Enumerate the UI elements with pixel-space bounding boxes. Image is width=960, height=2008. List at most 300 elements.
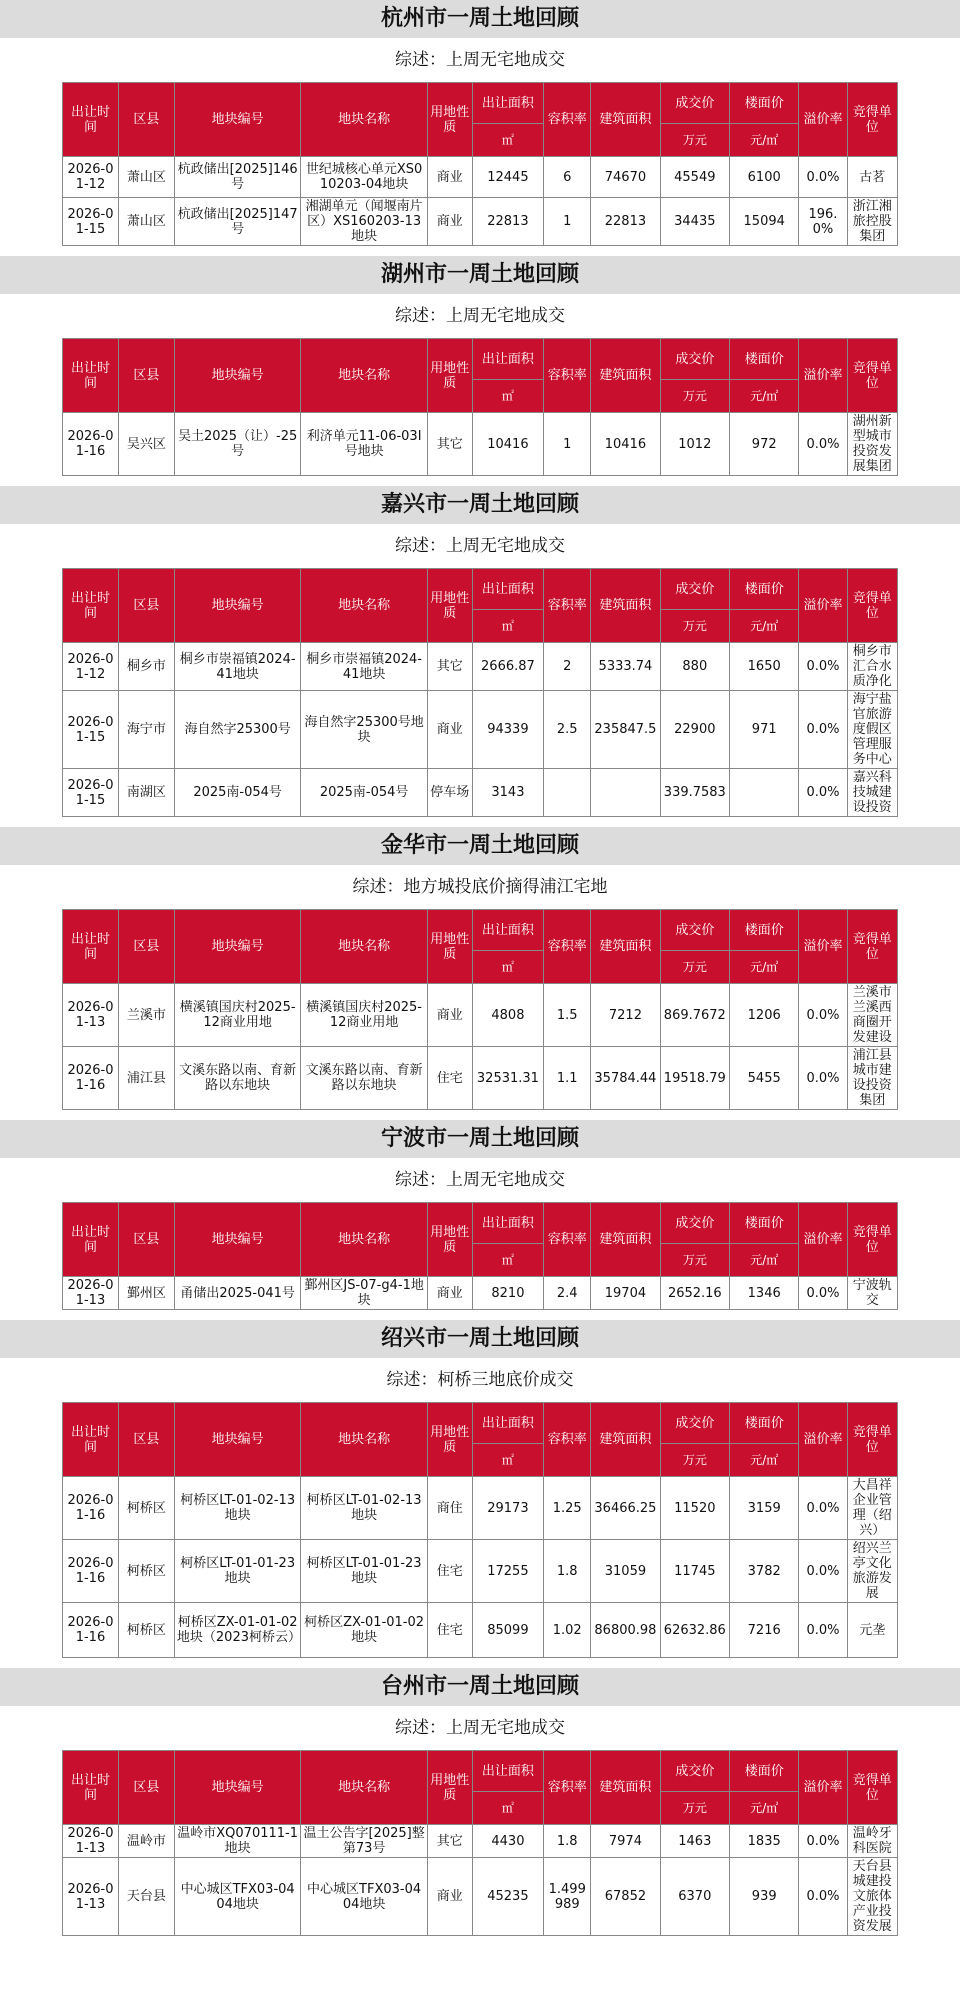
cell-area: 10416	[472, 413, 544, 476]
cell-plot-name: 桐乡市崇福镇2024-41地块	[301, 643, 427, 691]
table-wrapper	[0, 909, 960, 1110]
cell-date: 2026-01-13	[63, 984, 119, 1047]
city-title: 嘉兴市一周土地回顾	[0, 486, 960, 524]
cell-gfa: 22813	[591, 198, 660, 246]
cell-date: 2026-01-16	[63, 1603, 119, 1658]
cell-use: 停车场	[427, 769, 472, 817]
cell-plot-name: 柯桥区LT-01-01-23地块	[301, 1540, 427, 1603]
cell-plot-name: 2025南-054号	[301, 769, 427, 817]
cell-floor-price: 5455	[730, 1047, 799, 1110]
cell-far	[544, 769, 591, 817]
header-floor-price: 楼面价	[730, 569, 799, 610]
header-gfa: 建筑面积	[591, 1203, 660, 1277]
cell-date: 2026-01-12	[63, 157, 119, 198]
cell-price: 11520	[660, 1477, 729, 1540]
cell-plot-no: 温岭市XQ070111-1地块	[174, 1825, 300, 1858]
cell-plot-name: 湘湖单元（闻堰南片区）XS160203-13地块	[301, 198, 427, 246]
cell-far: 2.5	[544, 691, 591, 769]
cell-plot-no: 文溪东路以南、育新路以东地块	[174, 1047, 300, 1110]
header-use: 用地性质	[427, 339, 472, 413]
cell-premium: 196.0%	[799, 198, 847, 246]
table-row	[63, 1825, 898, 1858]
cell-far: 1.8	[544, 1825, 591, 1858]
cell-premium: 0.0%	[799, 691, 847, 769]
cell-plot-no: 柯桥区ZX-01-01-02地块（2023柯桥云）	[174, 1603, 300, 1658]
land-table	[62, 1402, 898, 1658]
header-winner: 竞得单位	[847, 1403, 897, 1477]
cell-winner: 嘉兴科技城建设投资	[847, 769, 897, 817]
header-premium: 溢价率	[799, 569, 847, 643]
cell-use: 商业	[427, 984, 472, 1047]
cell-gfa: 36466.25	[591, 1477, 660, 1540]
header-premium: 溢价率	[799, 1203, 847, 1277]
cell-far: 1.8	[544, 1540, 591, 1603]
header-far: 容积率	[544, 1203, 591, 1277]
header-premium: 溢价率	[799, 339, 847, 413]
cell-floor-price: 3782	[730, 1540, 799, 1603]
cell-district: 柯桥区	[118, 1477, 174, 1540]
cell-plot-name: 柯桥区LT-01-02-13地块	[301, 1477, 427, 1540]
header-district: 区县	[118, 1751, 174, 1825]
table-header-row	[63, 1751, 898, 1792]
unit-price: 万元	[660, 1244, 729, 1277]
header-plot-no: 地块编号	[174, 910, 300, 984]
cell-use: 商住	[427, 1477, 472, 1540]
cell-floor-price: 939	[730, 1858, 799, 1936]
cell-price: 34435	[660, 198, 729, 246]
header-date: 出让时间	[63, 910, 119, 984]
cell-area: 8210	[472, 1277, 544, 1310]
table-row	[63, 984, 898, 1047]
table-row	[63, 691, 898, 769]
header-winner: 竞得单位	[847, 569, 897, 643]
unit-area: ㎡	[472, 380, 544, 413]
cell-gfa: 10416	[591, 413, 660, 476]
header-date: 出让时间	[63, 339, 119, 413]
cell-premium: 0.0%	[799, 984, 847, 1047]
cell-price: 880	[660, 643, 729, 691]
table-row	[63, 643, 898, 691]
cell-use: 商业	[427, 1277, 472, 1310]
unit-area: ㎡	[472, 1792, 544, 1825]
cell-date: 2026-01-13	[63, 1825, 119, 1858]
header-floor-price: 楼面价	[730, 1203, 799, 1244]
city-title: 杭州市一周土地回顾	[0, 0, 960, 38]
header-area: 出让面积	[472, 910, 544, 951]
header-plot-name: 地块名称	[301, 1403, 427, 1477]
cell-far: 1.25	[544, 1477, 591, 1540]
header-plot-no: 地块编号	[174, 569, 300, 643]
cell-gfa: 7212	[591, 984, 660, 1047]
unit-area: ㎡	[472, 610, 544, 643]
table-wrapper	[0, 1750, 960, 1936]
cell-gfa: 86800.98	[591, 1603, 660, 1658]
header-gfa: 建筑面积	[591, 83, 660, 157]
cell-district: 萧山区	[118, 157, 174, 198]
header-gfa: 建筑面积	[591, 910, 660, 984]
header-date: 出让时间	[63, 1751, 119, 1825]
header-winner: 竞得单位	[847, 83, 897, 157]
cell-plot-no: 横溪镇国庆村2025-12商业用地	[174, 984, 300, 1047]
cell-price: 1012	[660, 413, 729, 476]
cell-premium: 0.0%	[799, 1277, 847, 1310]
cell-gfa: 31059	[591, 1540, 660, 1603]
header-far: 容积率	[544, 83, 591, 157]
cell-district: 天台县	[118, 1858, 174, 1936]
cell-use: 商业	[427, 691, 472, 769]
summary-text: 综述：上周无宅地成交	[395, 1170, 565, 1190]
cell-district: 海宁市	[118, 691, 174, 769]
cell-area: 12445	[472, 157, 544, 198]
table-row	[63, 413, 898, 476]
header-winner: 竞得单位	[847, 910, 897, 984]
cell-plot-no: 杭政储出[2025]147号	[174, 198, 300, 246]
header-far: 容积率	[544, 569, 591, 643]
city-title: 绍兴市一周土地回顾	[0, 1320, 960, 1358]
cell-use: 住宅	[427, 1603, 472, 1658]
unit-floor-price: 元/㎡	[730, 1444, 799, 1477]
cell-area: 45235	[472, 1858, 544, 1936]
land-table	[62, 1202, 898, 1310]
city-section	[0, 486, 960, 827]
cell-winner: 温岭牙科医院	[847, 1825, 897, 1858]
unit-price: 万元	[660, 124, 729, 157]
unit-floor-price: 元/㎡	[730, 951, 799, 984]
cell-premium: 0.0%	[799, 769, 847, 817]
table-header-row	[63, 1403, 898, 1444]
summary-text: 综述：上周无宅地成交	[395, 1718, 565, 1738]
cell-plot-name: 中心城区TFX03-0404地块	[301, 1858, 427, 1936]
table-row	[63, 1477, 898, 1540]
table-row	[63, 1858, 898, 1936]
cell-floor-price: 7216	[730, 1603, 799, 1658]
cell-district: 南湖区	[118, 769, 174, 817]
header-far: 容积率	[544, 1751, 591, 1825]
land-table	[62, 568, 898, 817]
cell-use: 商业	[427, 1858, 472, 1936]
header-winner: 竞得单位	[847, 1203, 897, 1277]
header-district: 区县	[118, 339, 174, 413]
cell-premium: 0.0%	[799, 1603, 847, 1658]
header-winner: 竞得单位	[847, 1751, 897, 1825]
cell-far: 2.4	[544, 1277, 591, 1310]
cell-gfa: 74670	[591, 157, 660, 198]
header-plot-name: 地块名称	[301, 339, 427, 413]
header-floor-price: 楼面价	[730, 83, 799, 124]
cell-price: 6370	[660, 1858, 729, 1936]
table-header-row	[63, 1203, 898, 1244]
header-price: 成交价	[660, 1203, 729, 1244]
header-gfa: 建筑面积	[591, 1751, 660, 1825]
header-use: 用地性质	[427, 1403, 472, 1477]
header-far: 容积率	[544, 910, 591, 984]
cell-floor-price: 3159	[730, 1477, 799, 1540]
header-plot-name: 地块名称	[301, 1203, 427, 1277]
city-section	[0, 1120, 960, 1320]
unit-floor-price: 元/㎡	[730, 380, 799, 413]
header-winner: 竞得单位	[847, 339, 897, 413]
header-price: 成交价	[660, 339, 729, 380]
table-wrapper	[0, 568, 960, 817]
unit-price: 万元	[660, 380, 729, 413]
header-plot-no: 地块编号	[174, 1203, 300, 1277]
header-district: 区县	[118, 83, 174, 157]
unit-area: ㎡	[472, 1444, 544, 1477]
header-premium: 溢价率	[799, 910, 847, 984]
cell-plot-no: 杭政储出[2025]146号	[174, 157, 300, 198]
cell-plot-name: 柯桥区ZX-01-01-02地块	[301, 1603, 427, 1658]
unit-floor-price: 元/㎡	[730, 610, 799, 643]
table-wrapper	[0, 1402, 960, 1658]
city-title: 湖州市一周土地回顾	[0, 256, 960, 294]
cell-far: 1	[544, 413, 591, 476]
cell-premium: 0.0%	[799, 413, 847, 476]
header-premium: 溢价率	[799, 1751, 847, 1825]
cell-plot-name: 文溪东路以南、育新路以东地块	[301, 1047, 427, 1110]
unit-price: 万元	[660, 951, 729, 984]
cell-date: 2026-01-16	[63, 1047, 119, 1110]
cell-plot-no: 2025南-054号	[174, 769, 300, 817]
cell-price: 22900	[660, 691, 729, 769]
header-floor-price: 楼面价	[730, 339, 799, 380]
header-plot-no: 地块编号	[174, 1751, 300, 1825]
table-header-row	[63, 83, 898, 124]
cell-area: 32531.31	[472, 1047, 544, 1110]
land-table	[62, 909, 898, 1110]
header-far: 容积率	[544, 1403, 591, 1477]
cell-date: 2026-01-16	[63, 413, 119, 476]
header-area: 出让面积	[472, 339, 544, 380]
cell-use: 其它	[427, 413, 472, 476]
cell-winner: 大昌祥企业管理（绍兴）	[847, 1477, 897, 1540]
cell-plot-no: 柯桥区LT-01-01-23地块	[174, 1540, 300, 1603]
cell-area: 3143	[472, 769, 544, 817]
cell-area: 2666.87	[472, 643, 544, 691]
land-table	[62, 338, 898, 476]
cell-premium: 0.0%	[799, 1858, 847, 1936]
cell-date: 2026-01-13	[63, 1858, 119, 1936]
cell-price: 11745	[660, 1540, 729, 1603]
city-section	[0, 1668, 960, 1946]
table-row	[63, 198, 898, 246]
cell-floor-price: 971	[730, 691, 799, 769]
header-date: 出让时间	[63, 1403, 119, 1477]
cell-winner: 兰溪市兰溪西商圈开发建设	[847, 984, 897, 1047]
header-area: 出让面积	[472, 1751, 544, 1792]
cell-date: 2026-01-15	[63, 691, 119, 769]
header-plot-no: 地块编号	[174, 339, 300, 413]
cell-floor-price: 1650	[730, 643, 799, 691]
cell-gfa: 67852	[591, 1858, 660, 1936]
cell-winner: 元垄	[847, 1603, 897, 1658]
cell-plot-no: 柯桥区LT-01-02-13地块	[174, 1477, 300, 1540]
cell-gfa: 35784.44	[591, 1047, 660, 1110]
header-use: 用地性质	[427, 1203, 472, 1277]
table-row	[63, 1277, 898, 1310]
unit-price: 万元	[660, 1792, 729, 1825]
cell-far: 1	[544, 198, 591, 246]
header-price: 成交价	[660, 569, 729, 610]
header-price: 成交价	[660, 1403, 729, 1444]
cell-winner: 天台县城建投文旅体产业投资发展	[847, 1858, 897, 1936]
cell-gfa: 5333.74	[591, 643, 660, 691]
summary-text: 综述：上周无宅地成交	[395, 50, 565, 70]
header-premium: 溢价率	[799, 83, 847, 157]
header-floor-price: 楼面价	[730, 910, 799, 951]
cell-price: 62632.86	[660, 1603, 729, 1658]
cell-far: 1.5	[544, 984, 591, 1047]
unit-floor-price: 元/㎡	[730, 124, 799, 157]
cell-premium: 0.0%	[799, 643, 847, 691]
cell-area: 4808	[472, 984, 544, 1047]
cell-premium: 0.0%	[799, 1477, 847, 1540]
city-section	[0, 0, 960, 256]
unit-floor-price: 元/㎡	[730, 1244, 799, 1277]
cell-plot-no: 海自然字25300号	[174, 691, 300, 769]
cell-district: 柯桥区	[118, 1603, 174, 1658]
header-gfa: 建筑面积	[591, 1403, 660, 1477]
cell-date: 2026-01-13	[63, 1277, 119, 1310]
cell-use: 其它	[427, 643, 472, 691]
city-section	[0, 1320, 960, 1668]
cell-district: 吴兴区	[118, 413, 174, 476]
unit-price: 万元	[660, 610, 729, 643]
unit-area: ㎡	[472, 951, 544, 984]
cell-plot-name: 横溪镇国庆村2025-12商业用地	[301, 984, 427, 1047]
cell-floor-price: 972	[730, 413, 799, 476]
city-title: 金华市一周土地回顾	[0, 827, 960, 865]
header-use: 用地性质	[427, 910, 472, 984]
cell-date: 2026-01-15	[63, 769, 119, 817]
cell-price: 2652.16	[660, 1277, 729, 1310]
header-plot-name: 地块名称	[301, 569, 427, 643]
cell-plot-name: 鄞州区JS-07-g4-1地块	[301, 1277, 427, 1310]
header-price: 成交价	[660, 910, 729, 951]
cell-plot-name: 温土公告字[2025]整第73号	[301, 1825, 427, 1858]
unit-price: 万元	[660, 1444, 729, 1477]
cell-area: 85099	[472, 1603, 544, 1658]
cell-date: 2026-01-12	[63, 643, 119, 691]
cell-date: 2026-01-16	[63, 1540, 119, 1603]
cell-plot-no: 甬储出2025-041号	[174, 1277, 300, 1310]
header-floor-price: 楼面价	[730, 1751, 799, 1792]
header-date: 出让时间	[63, 1203, 119, 1277]
summary-text: 综述：上周无宅地成交	[395, 306, 565, 326]
table-header-row	[63, 569, 898, 610]
header-floor-price: 楼面价	[730, 1403, 799, 1444]
header-plot-name: 地块名称	[301, 1751, 427, 1825]
header-date: 出让时间	[63, 569, 119, 643]
header-gfa: 建筑面积	[591, 339, 660, 413]
header-district: 区县	[118, 1403, 174, 1477]
table-header-row	[63, 339, 898, 380]
cell-floor-price: 15094	[730, 198, 799, 246]
header-date: 出让时间	[63, 83, 119, 157]
cell-date: 2026-01-15	[63, 198, 119, 246]
table-header-row	[63, 910, 898, 951]
cell-area: 29173	[472, 1477, 544, 1540]
cell-winner: 桐乡市汇合水质净化	[847, 643, 897, 691]
cell-area: 22813	[472, 198, 544, 246]
table-row	[63, 1603, 898, 1658]
cell-plot-no: 中心城区TFX03-0404地块	[174, 1858, 300, 1936]
header-price: 成交价	[660, 83, 729, 124]
land-table	[62, 1750, 898, 1936]
cell-area: 94339	[472, 691, 544, 769]
cell-plot-no: 桐乡市崇福镇2024-41地块	[174, 643, 300, 691]
cell-floor-price: 1346	[730, 1277, 799, 1310]
cell-district: 萧山区	[118, 198, 174, 246]
cell-price: 45549	[660, 157, 729, 198]
header-far: 容积率	[544, 339, 591, 413]
table-wrapper	[0, 82, 960, 246]
cell-plot-name: 海自然字25300号地块	[301, 691, 427, 769]
header-area: 出让面积	[472, 1203, 544, 1244]
cell-use: 商业	[427, 198, 472, 246]
cell-district: 柯桥区	[118, 1540, 174, 1603]
cell-far: 1.499989	[544, 1858, 591, 1936]
cell-premium: 0.0%	[799, 1047, 847, 1110]
header-area: 出让面积	[472, 83, 544, 124]
cell-district: 兰溪市	[118, 984, 174, 1047]
cell-floor-price	[730, 769, 799, 817]
header-use: 用地性质	[427, 569, 472, 643]
cell-district: 温岭市	[118, 1825, 174, 1858]
cell-area: 4430	[472, 1825, 544, 1858]
header-premium: 溢价率	[799, 1403, 847, 1477]
cell-use: 住宅	[427, 1540, 472, 1603]
land-table	[62, 82, 898, 246]
cell-far: 1.02	[544, 1603, 591, 1658]
cell-plot-name: 世纪城核心单元XS010203-04地块	[301, 157, 427, 198]
cell-district: 浦江县	[118, 1047, 174, 1110]
header-price: 成交价	[660, 1751, 729, 1792]
cell-gfa: 235847.5	[591, 691, 660, 769]
city-section	[0, 827, 960, 1120]
cell-premium: 0.0%	[799, 157, 847, 198]
city-title: 台州市一周土地回顾	[0, 1668, 960, 1706]
cell-use: 其它	[427, 1825, 472, 1858]
cell-price: 19518.79	[660, 1047, 729, 1110]
cell-far: 1.1	[544, 1047, 591, 1110]
cell-floor-price: 6100	[730, 157, 799, 198]
header-area: 出让面积	[472, 1403, 544, 1444]
unit-floor-price: 元/㎡	[730, 1792, 799, 1825]
header-gfa: 建筑面积	[591, 569, 660, 643]
cell-premium: 0.0%	[799, 1540, 847, 1603]
header-plot-name: 地块名称	[301, 83, 427, 157]
unit-area: ㎡	[472, 124, 544, 157]
cell-far: 6	[544, 157, 591, 198]
header-area: 出让面积	[472, 569, 544, 610]
table-wrapper	[0, 1202, 960, 1310]
cell-area: 17255	[472, 1540, 544, 1603]
cell-gfa	[591, 769, 660, 817]
cell-winner: 湖州新型城市投资发展集团	[847, 413, 897, 476]
header-use: 用地性质	[427, 83, 472, 157]
header-district: 区县	[118, 910, 174, 984]
cell-district: 桐乡市	[118, 643, 174, 691]
header-plot-name: 地块名称	[301, 910, 427, 984]
cell-far: 2	[544, 643, 591, 691]
cell-gfa: 7974	[591, 1825, 660, 1858]
cell-plot-no: 吴土2025（让）-25号	[174, 413, 300, 476]
cell-price: 869.7672	[660, 984, 729, 1047]
header-district: 区县	[118, 569, 174, 643]
header-district: 区县	[118, 1203, 174, 1277]
table-row	[63, 1540, 898, 1603]
cell-price: 1463	[660, 1825, 729, 1858]
